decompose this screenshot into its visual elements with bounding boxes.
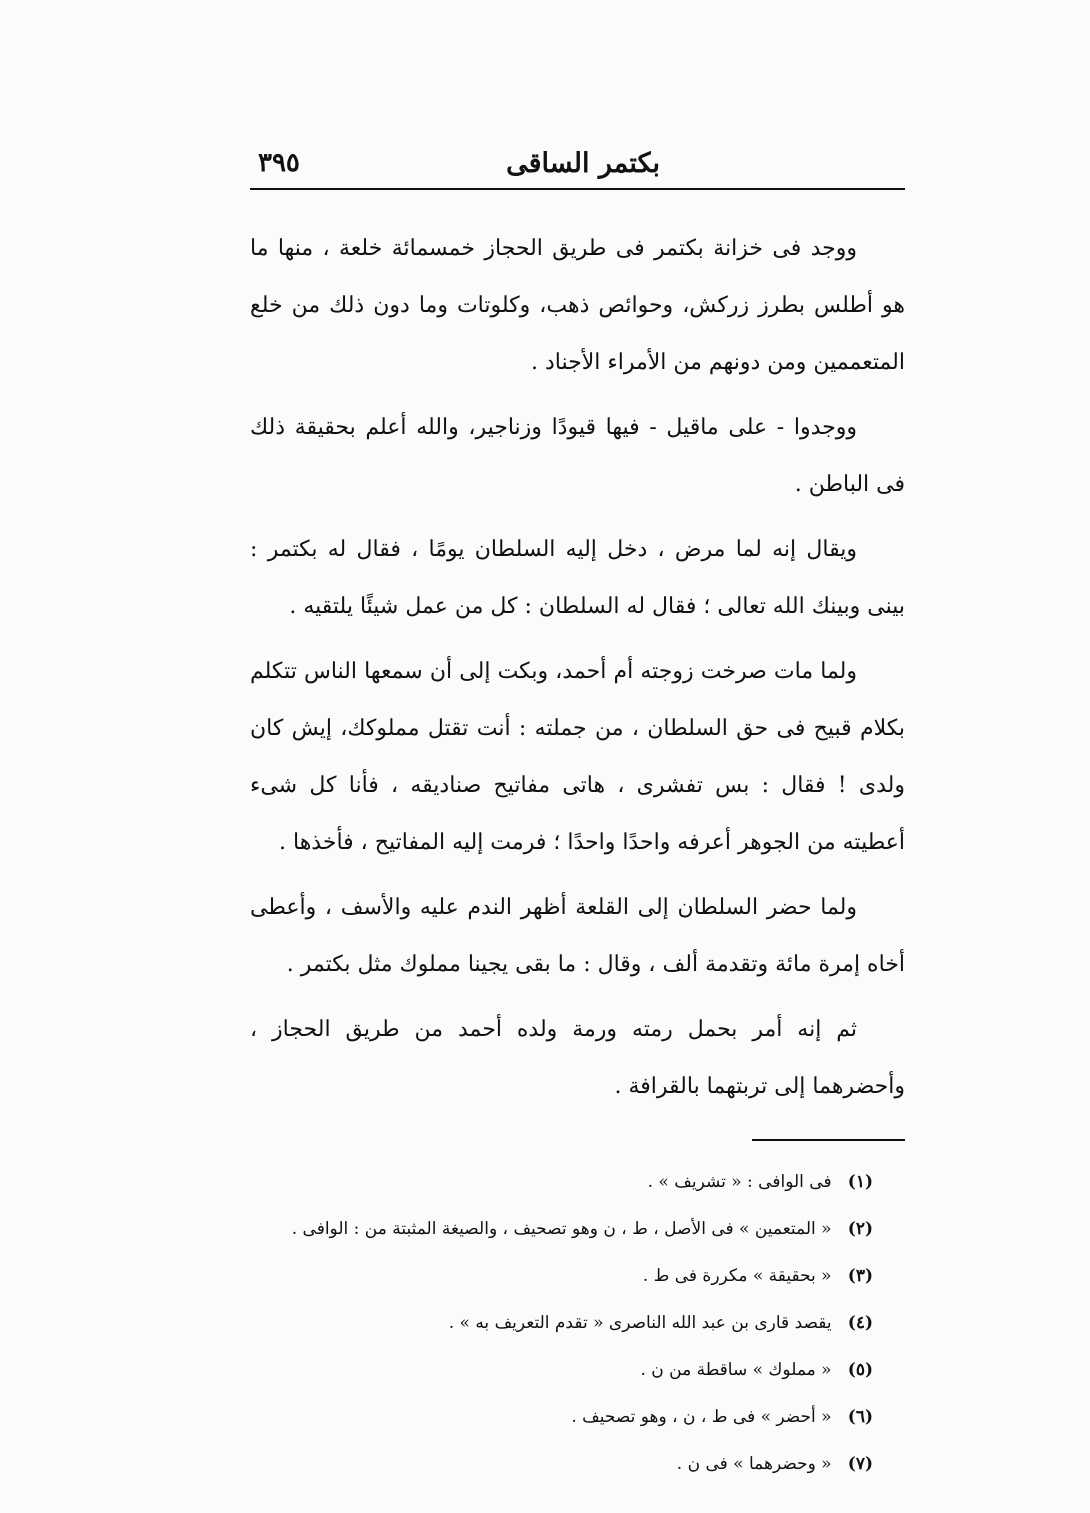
footnote-number: (٢) <box>847 1219 873 1239</box>
footnote <box>250 1347 873 1394</box>
footnote <box>250 1206 873 1253</box>
page-number: ٣٩٥ <box>258 148 300 178</box>
paragraph: ووجدوا - على ماقيل - فيها قيودًا وزناجير، والله أعلم بحقيقة ذلك فى الباطن . <box>250 415 905 497</box>
footnote <box>250 1441 873 1488</box>
footnote-number: (١) <box>847 1172 873 1192</box>
footnote <box>250 1394 873 1441</box>
book-page <box>250 140 905 1488</box>
footnote <box>250 1159 873 1206</box>
footnote-text: « بحقيقة » مكررة فى ط . <box>642 1266 832 1286</box>
footnote-number: (٥) <box>847 1360 873 1380</box>
footnote-number: (٣) <box>847 1266 873 1286</box>
header-rule <box>250 188 905 190</box>
footnote-text: « وحضرهما » فى ن . <box>676 1454 832 1474</box>
paragraph: ولما مات صرخت زوجته أم أحمد، وبكت إلى أن سمعها الناس تتكلم بكلام قبيح فى حق السلطان ، من جملته : أنت تقتل مملوكك، إيش كان ولدى ! فقال : بس تفشرى ، هاتى مفاتيح صناديقه ، فأنا كل شىء أعطيته من الجوهر أعرفه واحدًا واحدًا ؛ فرمت إليه المفاتيح ، فأخذها . <box>250 659 905 855</box>
paragraph: ثم إنه أمر بحمل رمته ورمة ولده أحمد من طريق الحجاز ، وأحضرهما إلى تربتهما بالقرافة . <box>250 1017 905 1099</box>
footnote-number: (٦) <box>847 1407 873 1427</box>
footnote-text: يقصد قارى بن عبد الله الناصرى « تقدم التعريف به » . <box>448 1313 832 1333</box>
footnotes <box>250 1159 873 1488</box>
footnote <box>250 1300 873 1347</box>
footnote-text: فى الوافى : « تشريف » . <box>647 1172 832 1192</box>
footnote-number: (٧) <box>847 1454 873 1474</box>
main-text <box>250 220 905 1115</box>
page-header <box>250 140 905 192</box>
footnote-text: « المتعمين » فى الأصل ، ط ، ن وهو تصحيف ، والصيغة المثبتة من : الوافى . <box>291 1219 832 1239</box>
paragraph: ووجد فى خزانة بكتمر فى طريق الحجاز خمسمائة خلعة ، منها ما هو أطلس بطرز زركش، وحوائص ذهب، وكلوتات وما دون ذلك من خلع المتعممين ومن دونهم من الأمراء الأجناد . <box>250 236 905 375</box>
running-title: بكتمر الساقى <box>506 148 660 179</box>
footnote <box>250 1253 873 1300</box>
paragraph: ويقال إنه لما مرض ، دخل إليه السلطان يومًا ، فقال له بكتمر : بينى وبينك الله تعالى ؛ فقال له السلطان : كل من عمل شيئًا يلتقيه . <box>250 537 905 619</box>
footnote-number: (٤) <box>847 1313 873 1333</box>
footnote-text: « مملوك » ساقطة من ن . <box>640 1360 832 1380</box>
paragraph: ولما حضر السلطان إلى القلعة أظهر الندم عليه والأسف ، وأعطى أخاه إمرة مائة وتقدمة ألف ، وقال : ما بقى يجينا مملوك مثل بكتمر . <box>250 895 905 977</box>
footnote-text: « أحضر » فى ط ، ن ، وهو تصحيف . <box>571 1407 832 1427</box>
footnote-rule <box>752 1139 905 1141</box>
